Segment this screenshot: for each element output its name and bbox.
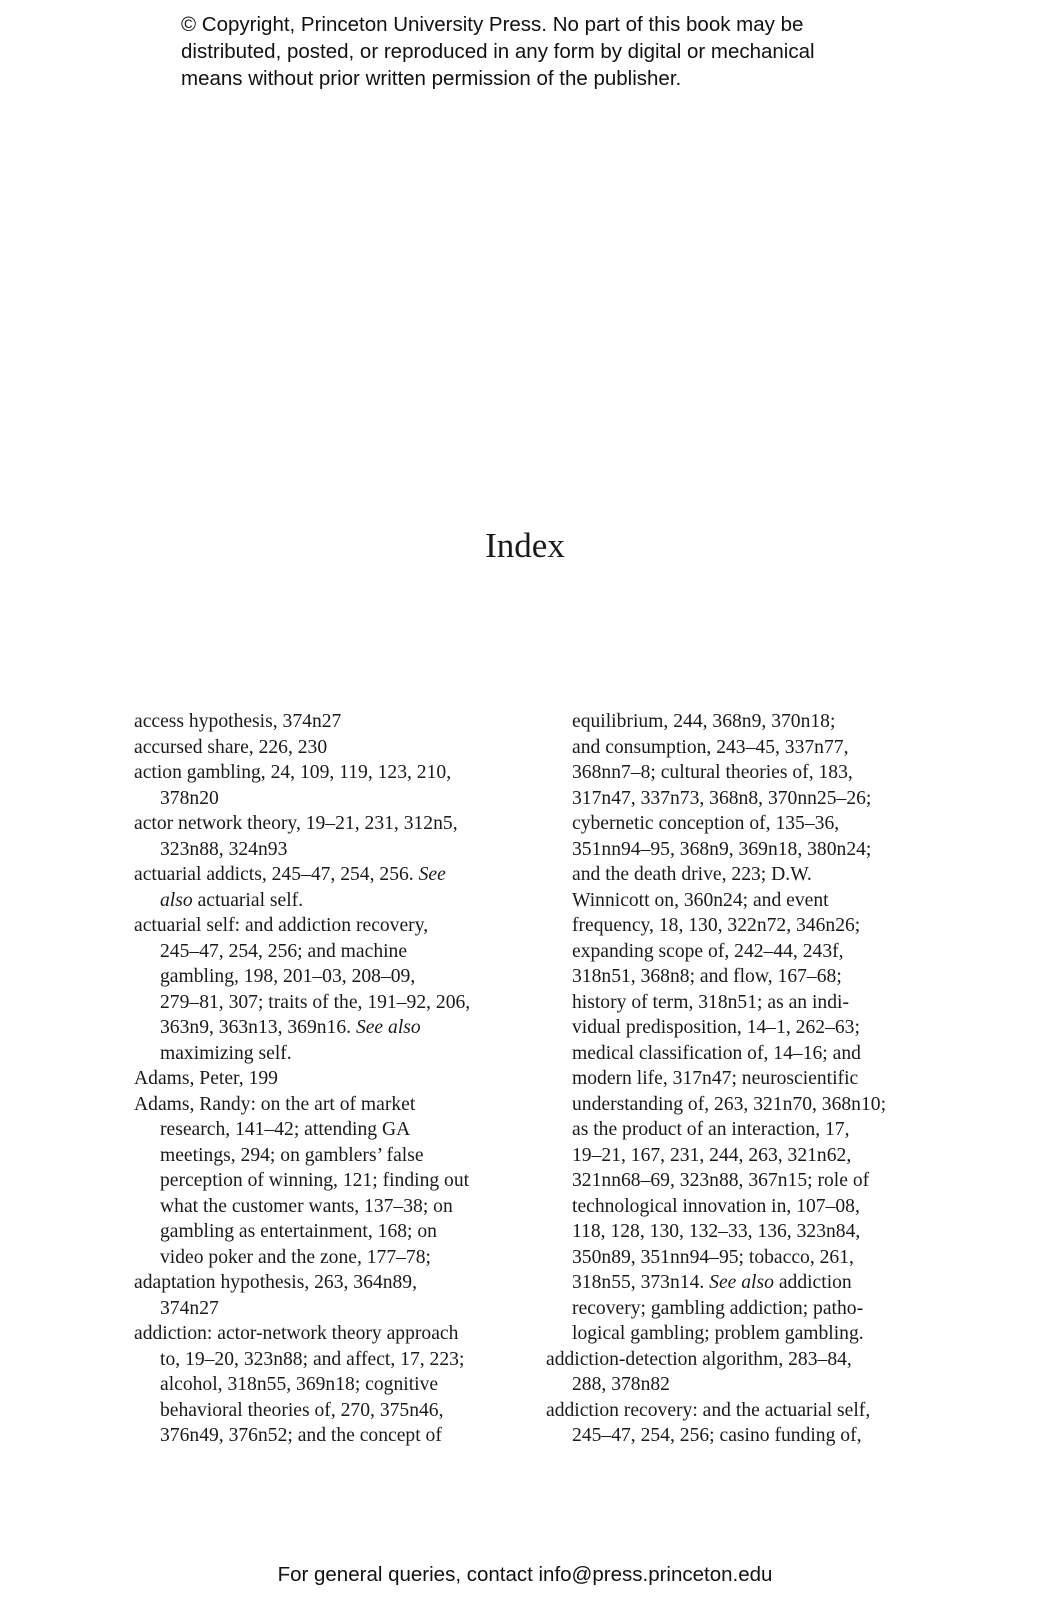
index-entry-line (134, 1015, 534, 1041)
index-entry-line: meetings, 294; on gamblers’ false (160, 1144, 424, 1166)
index-entry-line: 374n27 (160, 1297, 219, 1319)
index-entry-line: behavioral theories of, 270, 375n46, (160, 1399, 444, 1421)
index-entry-line: Adams, Randy: on the art of market (134, 1093, 416, 1115)
index-entry-line: actuarial self: and addiction recovery, (134, 915, 429, 936)
index-entry-line: addiction recovery: and the actuarial self, (546, 1399, 871, 1421)
copyright-line: distributed, posted, or reproduced in any form by digital or mechanical (181, 40, 815, 63)
index-entry-line: technological innovation in, 107–08, (572, 1195, 860, 1217)
index-entry-line: 19–21, 167, 231, 244, 263, 321n62, (572, 1144, 852, 1166)
index-entry-line: and the death drive, 223; D.W. (572, 864, 812, 885)
index-entry-line (134, 888, 534, 914)
page-title: Index (485, 526, 565, 565)
index-entry-line: 317n47, 337n73, 368n8, 370nn25–26; (572, 787, 872, 809)
see-also-text: also (160, 889, 193, 911)
index-entry-line: perception of winning, 121; finding out (160, 1170, 470, 1191)
index-entry-line: and consumption, 243–45, 337n77, (572, 736, 849, 758)
index-entry-line: equilibrium, 244, 368n9, 370n18; (572, 711, 836, 732)
index-entry-line: 318n51, 368n8; and flow, 167–68; (572, 966, 842, 987)
index-entry-line: access hypothesis, 374n27 (134, 711, 342, 732)
index-entry-line: modern life, 317n47; neuroscientific (572, 1068, 859, 1089)
index-entry-line: 368nn7–8; cultural theories of, 183, (572, 762, 853, 783)
index-entry-line: logical gambling; problem gambling. (572, 1323, 864, 1344)
index-entry-line: Adams, Peter, 199 (134, 1068, 278, 1089)
index-text: actuarial self. (192, 889, 304, 911)
index-entry-line: action gambling, 24, 109, 119, 123, 210, (134, 762, 452, 783)
index-entry-line (546, 1270, 946, 1296)
index-entry-line: history of term, 318n51; as an indi- (572, 991, 849, 1013)
index-entry-line: cybernetic conception of, 135–36, (572, 813, 840, 834)
see-also-text: See also (709, 1272, 774, 1293)
index-text: actuarial addicts, 245–47, 254, 256. (134, 864, 419, 885)
index-entry-line: alcohol, 318n55, 369n18; cognitive (160, 1374, 439, 1395)
index-entry-line: video poker and the zone, 177–78; (160, 1246, 431, 1268)
index-entry-line: medical classification of, 14–16; and (572, 1042, 861, 1064)
index-column-left (134, 709, 534, 1449)
index-entry-line: to, 19–20, 323n88; and affect, 17, 223; (160, 1348, 465, 1370)
index-text: 318n55, 373n14. (572, 1272, 710, 1293)
index-entry-line: 351nn94–95, 368n9, 369n18, 380n24; (572, 838, 872, 860)
index-entry-line: accursed share, 226, 230 (134, 736, 328, 758)
index-entry-line: 376n49, 376n52; and the concept of (160, 1425, 442, 1446)
index-entry-line: frequency, 18, 130, 322n72, 346n26; (572, 915, 861, 936)
index-entry-line: research, 141–42; attending GA (160, 1119, 411, 1140)
copyright-line: © Copyright, Princeton University Press. No part of this book may be (181, 13, 804, 36)
index-entry-line: 245–47, 254, 256; casino funding of, (572, 1425, 862, 1446)
index-entry-line: addiction-detection algorithm, 283–84, (546, 1348, 852, 1370)
index-entry-line: 279–81, 307; traits of the, 191–92, 206, (160, 991, 471, 1013)
index-entry-line: expanding scope of, 242–44, 243f, (572, 940, 844, 962)
index-entry-line: 245–47, 254, 256; and machine (160, 940, 408, 962)
index-entry-line: what the customer wants, 137–38; on (160, 1195, 453, 1217)
see-also-text: See also (355, 1017, 421, 1038)
index-entry-line: maximizing self. (160, 1042, 292, 1064)
index-entry-line: 288, 378n82 (572, 1374, 670, 1395)
see-also-text: See (418, 864, 446, 885)
index-entry-line: recovery; gambling addiction; patho- (572, 1297, 864, 1319)
contact-footer: For general queries, contact info@press.princeton.edu (277, 1563, 773, 1586)
index-entry-line: addiction: actor-network theory approach (134, 1323, 459, 1344)
index-entry-line (134, 862, 534, 888)
copyright-notice (181, 11, 941, 92)
index-column-right (546, 709, 946, 1449)
index-entry-line: gambling, 198, 201–03, 208–09, (160, 966, 416, 987)
index-entry-line: Winnicott on, 360n24; and event (572, 889, 829, 911)
index-entry-line: 323n88, 324n93 (160, 838, 288, 860)
index-entry-line: 350n89, 351nn94–95; tobacco, 261, (572, 1246, 854, 1268)
index-text: addiction (773, 1272, 852, 1293)
index-entry-line: as the product of an interaction, 17, (572, 1119, 850, 1140)
index-entry-line: gambling as entertainment, 168; on (160, 1221, 437, 1242)
index-entry-line: adaptation hypothesis, 263, 364n89, (134, 1272, 417, 1293)
copyright-line: means without prior written permission of the publisher. (181, 67, 682, 90)
index-entry-line: actor network theory, 19–21, 231, 312n5, (134, 813, 458, 834)
index-entry-line: 321nn68–69, 323n88, 367n15; role of (572, 1170, 870, 1191)
index-entry-line: vidual predisposition, 14–1, 262–63; (572, 1017, 860, 1038)
index-text: 363n9, 363n13, 369n16. (160, 1017, 356, 1038)
index-entry-line: 378n20 (160, 787, 219, 809)
index-entry-line: 118, 128, 130, 132–33, 136, 323n84, (572, 1221, 861, 1242)
index-entry-line: understanding of, 263, 321n70, 368n10; (572, 1093, 887, 1115)
